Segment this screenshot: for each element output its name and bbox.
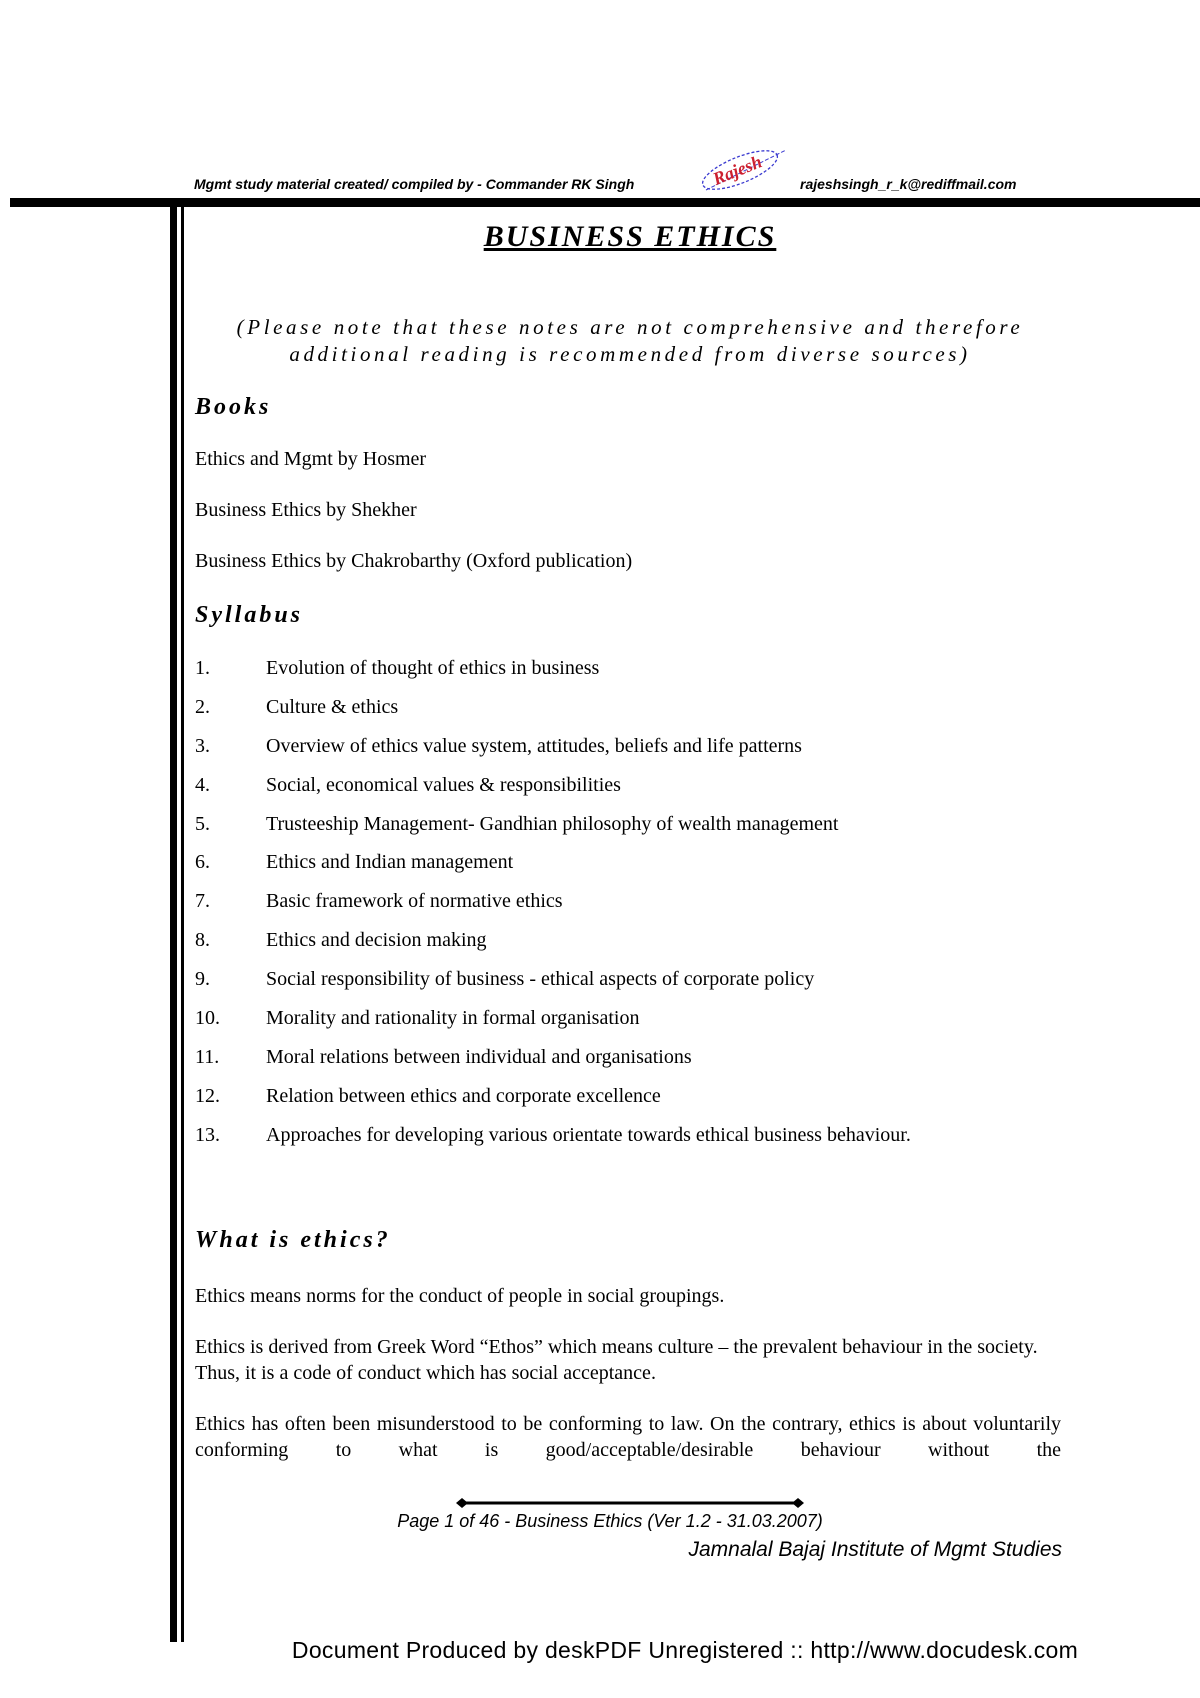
item-number: 9. [195, 968, 210, 991]
syllabus-item [195, 695, 1095, 734]
syllabus-item [195, 928, 1095, 967]
item-text: Trusteeship Management- Gandhian philosophy of wealth management [266, 812, 839, 835]
ethics-paragraph: Ethics means norms for the conduct of people in social groupings. [195, 1285, 725, 1307]
disclaimer-note: (Please note that these notes are not comprehensive and therefore additional reading is recommended from diverse sources) [236, 315, 1024, 366]
syllabus-list [195, 656, 1095, 1162]
item-number: 3. [195, 734, 210, 757]
syllabus-item [195, 1123, 1095, 1162]
item-text: Relation between ethics and corporate excellence [266, 1084, 661, 1107]
header-author-text: Mgmt study material created/ compiled by - Commander RK Singh [194, 176, 635, 192]
logo-text: Rajesh [709, 151, 765, 189]
item-text: Culture & ethics [266, 695, 399, 718]
item-text: Social responsibility of business - ethical aspects of corporate policy [266, 968, 815, 991]
item-number: 11. [195, 1045, 220, 1068]
item-number: 7. [195, 890, 210, 913]
syllabus-item [195, 773, 1095, 812]
item-text: Moral relations between individual and organisations [266, 1045, 692, 1068]
syllabus-item [195, 734, 1095, 773]
syllabus-item [195, 1045, 1095, 1084]
item-number: 12. [195, 1084, 220, 1107]
header-email-text: rajeshsingh_r_k@rediffmail.com [800, 176, 1017, 192]
item-text: Morality and rationality in formal organisation [266, 1007, 640, 1030]
syllabus-item [195, 1006, 1095, 1045]
item-text: Social, economical values & responsibilities [266, 773, 621, 796]
item-number: 8. [195, 929, 210, 952]
header-rule [10, 198, 1200, 207]
syllabus-item [195, 656, 1095, 695]
syllabus-item [195, 850, 1095, 889]
item-number: 10. [195, 1007, 220, 1030]
left-margin-bar-thin [181, 205, 184, 1642]
item-number: 5. [195, 812, 210, 835]
footer-divider [456, 1497, 804, 1509]
syllabus-heading: Syllabus [195, 602, 304, 628]
item-number: 1. [195, 657, 210, 679]
item-text: Evolution of thought of ethics in business [266, 657, 600, 679]
item-number: 13. [195, 1123, 220, 1146]
books-heading: Books [195, 394, 272, 420]
ethics-paragraph: Ethics is derived from Greek Word “Ethos” which means culture – the prevalent behaviour in the society. Thus, it is a code of conduct which has social acceptance. [195, 1336, 1038, 1384]
book-item: Business Ethics by Chakrobarthy (Oxford publication) [195, 550, 633, 572]
left-margin-bar [170, 205, 177, 1642]
item-number: 2. [195, 695, 210, 718]
what-is-ethics-heading: What is ethics? [195, 1227, 391, 1253]
footer-institute: Jamnalal Bajaj Institute of Mgmt Studies [688, 1538, 1062, 1561]
rajesh-logo [694, 142, 794, 198]
item-text: Ethics and Indian management [266, 851, 514, 874]
book-item: Business Ethics by Shekher [195, 499, 417, 521]
ethics-paragraph: Ethics has often been misunderstood to be conforming to law. On the contrary, ethics is about voluntarily conforming to what is good/acceptable/desirable behaviour without the [195, 1413, 1061, 1461]
watermark-text: Document Produced by deskPDF Unregistered :: http://www.docudesk.com [291, 1637, 1079, 1663]
syllabus-item [195, 967, 1095, 1006]
item-text: Approaches for developing various orientate towards ethical business behaviour. [266, 1123, 911, 1146]
syllabus-item [195, 812, 1095, 851]
item-number: 6. [195, 851, 210, 874]
item-text: Basic framework of normative ethics [266, 890, 563, 913]
item-text: Ethics and decision making [266, 929, 487, 952]
footer-page-info: Page 1 of 46 - Business Ethics (Ver 1.2 - 31.03.2007) [397, 1511, 823, 1531]
item-text: Overview of ethics value system, attitudes, beliefs and life patterns [266, 734, 802, 757]
document-title: BUSINESS ETHICS [483, 220, 777, 253]
book-item: Ethics and Mgmt by Hosmer [195, 448, 427, 470]
syllabus-item [195, 889, 1095, 928]
syllabus-item [195, 1084, 1095, 1123]
item-number: 4. [195, 773, 210, 796]
